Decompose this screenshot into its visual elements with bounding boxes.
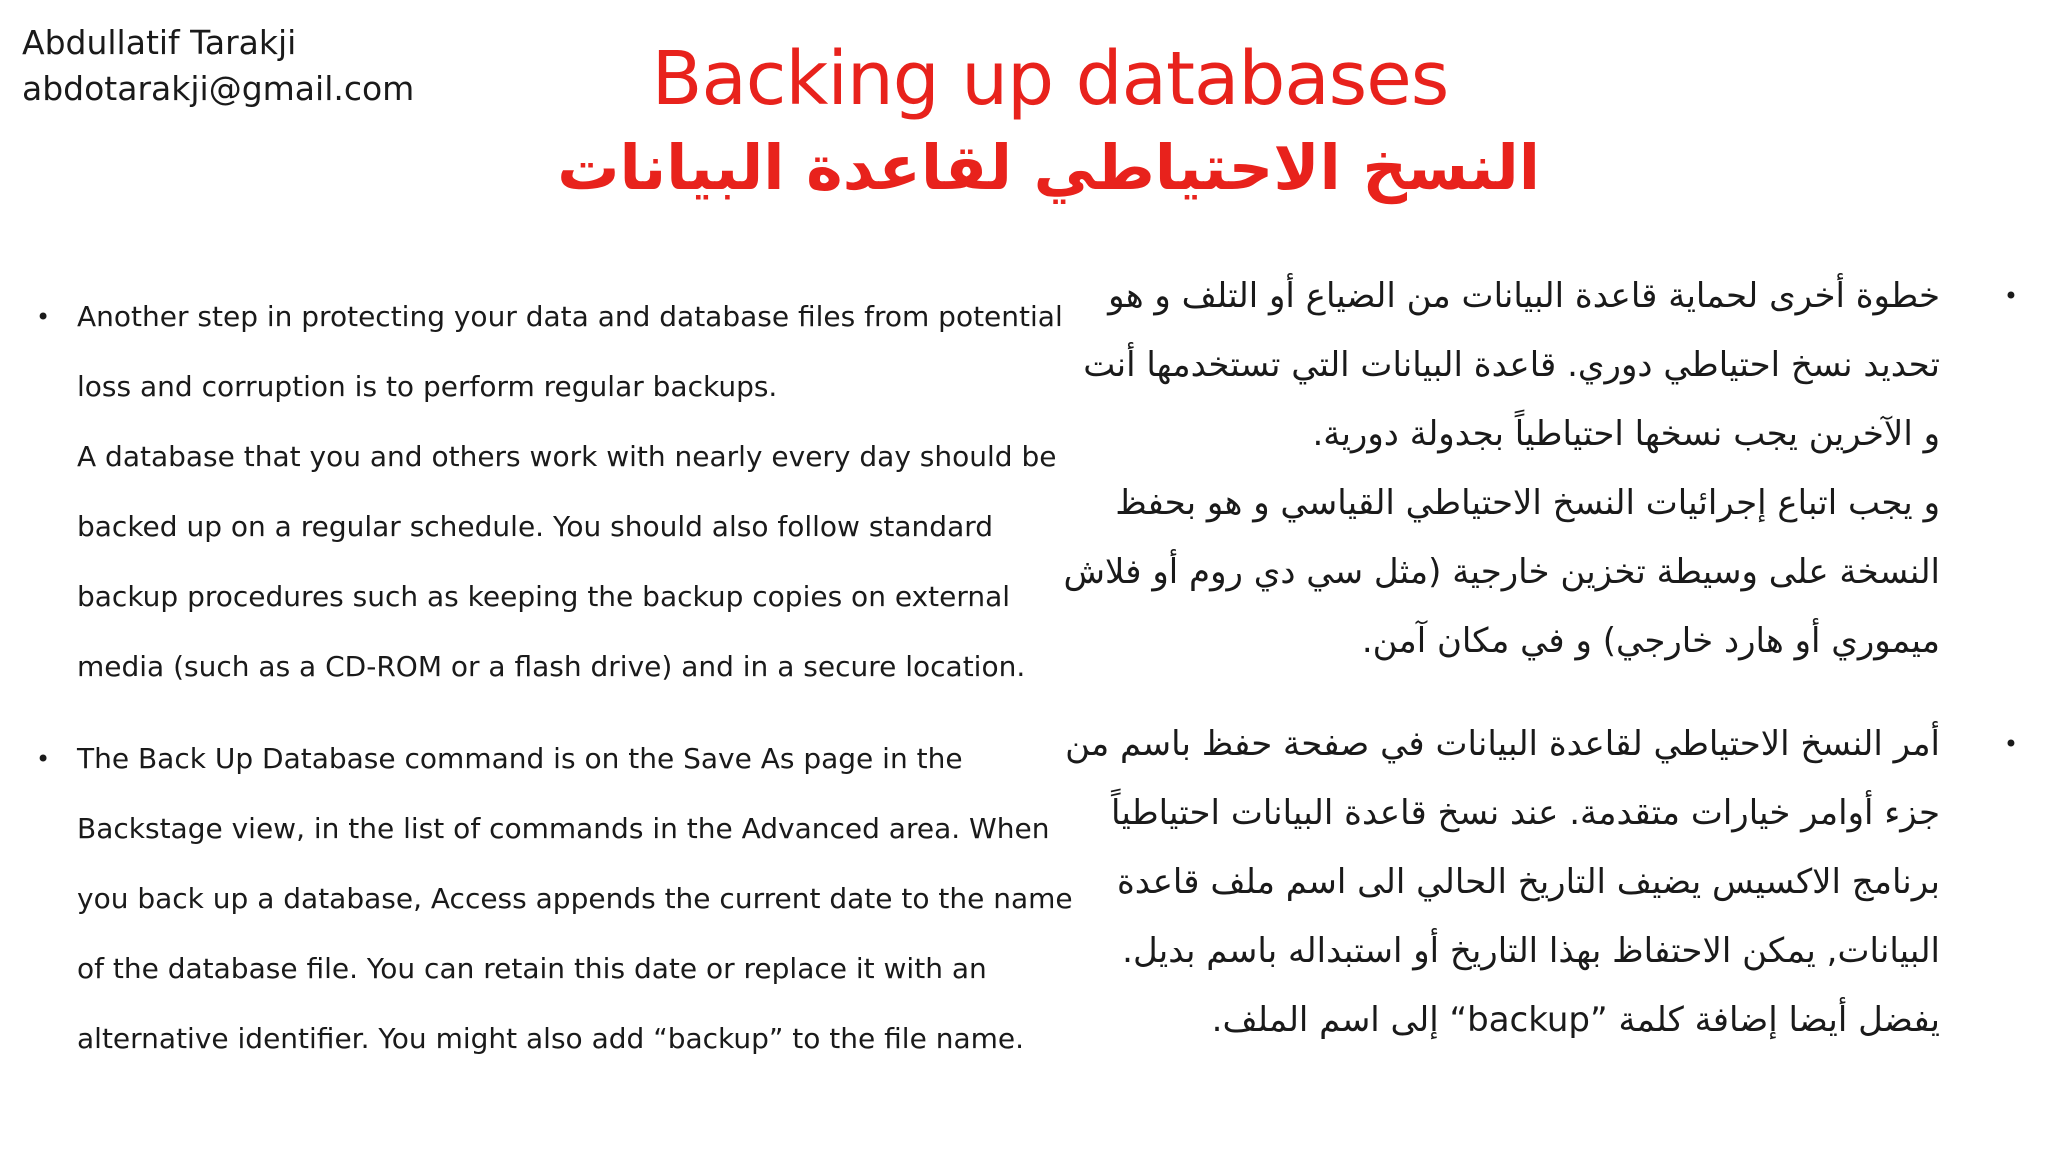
text-line: Backstage view, in the list of commands in the Advanced area. When: [77, 812, 1050, 845]
text-line: النسخة على وسيطة تخزين خارجية (مثل سي دي روم أو فلاش: [1063, 552, 1940, 592]
arabic-column: [1058, 262, 2018, 1055]
english-column: [36, 282, 1073, 1074]
text-line: you back up a database, Access appends the current date to the name: [77, 882, 1073, 915]
text-line: loss and corruption is to perform regular backups.: [77, 370, 778, 403]
text-line: تحديد نسخ احتياطي دوري. قاعدة البيانات التي تستخدمها أنت: [1083, 345, 1940, 385]
slide-title: [557, 34, 1540, 210]
text-line: ميموري أو هارد خارجي) و في مكان آمن.: [1361, 621, 1940, 661]
author-info: [22, 20, 414, 112]
text-line: و يجب اتباع إجرائيات النسخ الاحتياطي القياسي و هو بحفظ: [1115, 483, 1940, 523]
arabic-bullet-1: [1058, 262, 2018, 676]
text-line: البيانات, يمكن الاحتفاظ بهذا التاريخ أو استبداله باسم بديل.: [1122, 931, 1940, 971]
text-line: alternative identifier. You might also add “backup” to the file name.: [77, 1022, 1025, 1055]
text-line: The Back Up Database command is on the Save As page in the: [77, 742, 963, 775]
bullet-dot-icon: •: [2003, 282, 2018, 310]
text-line: برنامج الاكسيس يضيف التاريخ الحالي الى اسم ملف قاعدة: [1116, 862, 1940, 902]
bullet-dot-icon: •: [2003, 730, 2018, 758]
text-line: أمر النسخ الاحتياطي لقاعدة البيانات في صفحة حفظ باسم من: [1065, 724, 1940, 764]
text-line: و الآخرين يجب نسخها احتياطياً بجدولة دورية.: [1312, 414, 1940, 454]
text-line: media (such as a CD-ROM or a flash drive) and in a secure location.: [77, 650, 1026, 683]
author-name: Abdullatif Tarakji: [22, 23, 297, 62]
text-line: A database that you and others work with nearly every day should be: [77, 440, 1057, 473]
text-line: Another step in protecting your data and database files from potential: [77, 300, 1063, 333]
title-english: Backing up databases: [651, 36, 1449, 122]
text-line: backed up on a regular schedule. You should also follow standard: [77, 510, 994, 543]
text-line: جزء أوامر خيارات متقدمة. عند نسخ قاعدة البيانات احتياطياً: [1110, 793, 1940, 833]
text-line: of the database file. You can retain this date or replace it with an: [77, 952, 987, 985]
text-line: backup procedures such as keeping the backup copies on external: [77, 580, 1011, 613]
arabic-bullet-2: [1058, 710, 2018, 1055]
bullet-dot-icon: •: [36, 303, 51, 331]
title-arabic: النسخ الاحتياطي لقاعدة البيانات: [557, 131, 1540, 204]
text-line: خطوة أخرى لحماية قاعدة البيانات من الضياع أو التلف و هو: [1108, 276, 1940, 316]
bullet-dot-icon: •: [36, 745, 51, 773]
english-bullet-1: [36, 282, 1066, 702]
author-email: abdotarakji@gmail.com: [22, 69, 415, 108]
english-bullet-2: [36, 724, 1073, 1074]
text-line: يفضل أيضا إضافة كلمة ”backup“ إلى اسم الملف.: [1211, 1000, 1940, 1040]
